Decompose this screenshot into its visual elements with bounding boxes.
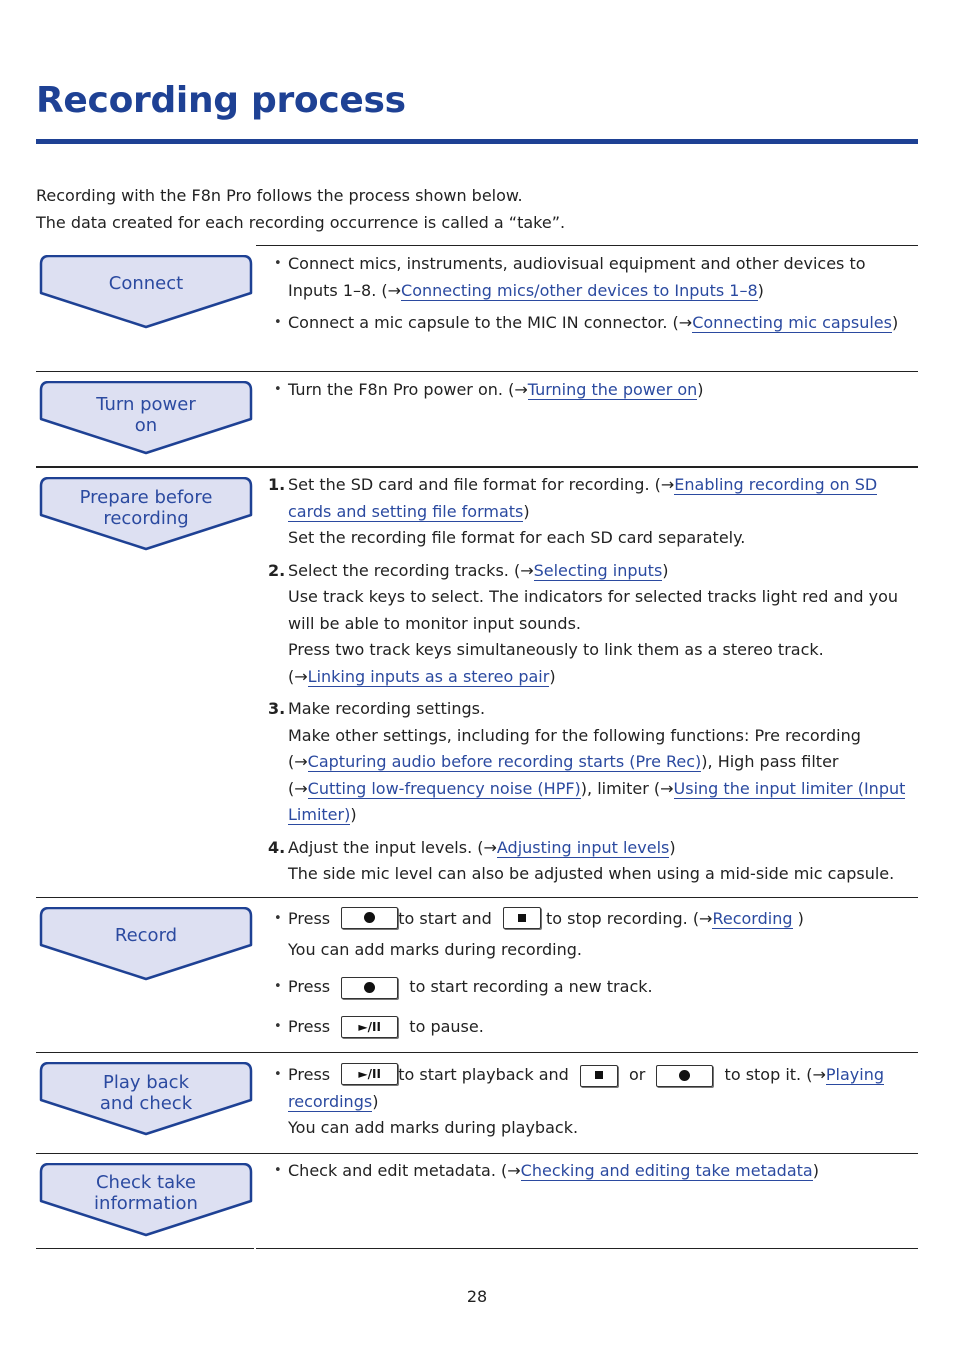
list-item [268, 377, 918, 404]
text: Adjust the input levels. (→ [288, 837, 497, 857]
text: to pause. [409, 1016, 484, 1036]
link-playing-recordings[interactable]: Playing recordings [288, 1065, 884, 1111]
step-note: Set the recording file format for each SD card separately. [288, 528, 746, 547]
section-divider [36, 1052, 918, 1053]
text: ) [669, 837, 676, 857]
text: Select the recording tracks. (→ [288, 560, 534, 580]
numbered-step [268, 835, 918, 888]
list-item [268, 310, 918, 337]
text: Turn the F8n Pro power on. (→ [288, 380, 528, 399]
title-rule [36, 139, 918, 144]
text: Press [288, 1065, 331, 1084]
section-divider [36, 897, 918, 898]
play-pause-icon: ►/II [358, 1020, 381, 1034]
link-take-metadata[interactable]: Checking and editing take metadata [520, 1161, 813, 1180]
badge-label-line: information [94, 1192, 198, 1214]
text: Check and edit metadata. (→ [288, 1161, 521, 1180]
list-item [268, 974, 918, 1001]
record-key [341, 977, 398, 999]
list-item [268, 1158, 918, 1185]
text: ) [891, 313, 899, 332]
text: Make other settings, including for the following functions: Pre recording (→ [288, 725, 861, 771]
step-number: 2. [268, 560, 286, 580]
text: ) [549, 666, 556, 686]
item-note: You can add marks during playback. [288, 1118, 579, 1137]
item-note: You can add marks during recording. [288, 939, 582, 959]
text: ) [697, 380, 704, 399]
link-adjusting-input-levels[interactable]: Adjusting input levels [496, 837, 670, 857]
list-item [268, 1062, 918, 1142]
numbered-step [268, 558, 918, 691]
step-number: 3. [268, 699, 286, 718]
badge-label [39, 395, 253, 436]
badge-label-line: Prepare before [79, 487, 213, 508]
intro-line: Recording with the F8n Pro follows the process shown below. [36, 186, 523, 205]
badge-label-line: Check take [95, 1172, 197, 1193]
section-divider [36, 466, 918, 468]
text: to stop it. (→ [724, 1065, 826, 1084]
section-divider [256, 1248, 918, 1249]
section-content [268, 1158, 918, 1185]
text: ) [350, 805, 357, 824]
link-hpf[interactable]: Cutting low-frequency noise (HPF) [307, 778, 581, 798]
link-recording[interactable]: Recording [712, 909, 793, 928]
link-selecting-inputs[interactable]: Selecting inputs [533, 560, 663, 580]
badge-label-line: on [134, 414, 158, 436]
section-divider [36, 1248, 254, 1249]
text: Press [288, 909, 331, 928]
text: (→ [288, 666, 308, 686]
list-item [268, 1014, 918, 1041]
badge-label-line: Turn power [96, 394, 196, 415]
section-divider [256, 245, 918, 246]
link-connecting-inputs[interactable]: Connecting mics/other devices to Inputs 1–8 [401, 280, 758, 300]
link-enabling-recording-sd[interactable]: Enabling recording on SD cards and setting file formats [288, 475, 878, 521]
badge-label: Connect [108, 273, 184, 294]
play-pause-key [341, 1016, 398, 1038]
badge-label [39, 488, 253, 529]
numbered-step [268, 472, 918, 552]
text: ) [757, 280, 764, 300]
step-note [288, 664, 918, 691]
list-item [268, 906, 918, 963]
text: Connect mics, instruments, audiovisual equipment and other devices to Inputs 1–8. (→ [288, 254, 866, 300]
text: to stop recording. (→ [546, 909, 713, 928]
text: ), High pass filter (→ [288, 752, 839, 798]
numbered-step [268, 696, 918, 829]
badge-label [39, 1173, 253, 1214]
step-note: The side mic level can also be adjusted when using a mid-side mic capsule. [288, 864, 895, 883]
record-key [341, 907, 398, 929]
text: Press [288, 1016, 331, 1036]
link-turning-power-on[interactable]: Turning the power on [527, 380, 698, 399]
stop-key [580, 1065, 618, 1087]
badge-label-line: Play back [102, 1072, 190, 1093]
text: Press [288, 977, 331, 996]
text: ) [523, 501, 530, 521]
text: ), limiter (→ [580, 778, 674, 798]
badge-label-line: and check [99, 1092, 193, 1114]
text: to start recording a new track. [409, 977, 653, 996]
text: ) [662, 560, 669, 580]
step-note [288, 723, 918, 829]
text: ) [372, 1091, 379, 1111]
badge-label-line: recording [103, 507, 189, 529]
step-number: 4. [268, 837, 286, 857]
badge-label [39, 1073, 253, 1114]
play-pause-key [341, 1063, 398, 1085]
badge-label: Record [114, 925, 178, 946]
intro-line: The data created for each recording occurrence is called a “take”. [36, 212, 566, 232]
record-dot-icon [364, 912, 375, 923]
step-note: Press two track keys simultaneously to link them as a stereo track. [288, 640, 824, 659]
page-number: 28 [466, 1287, 488, 1306]
section-content [268, 251, 918, 337]
text: to start playback and [398, 1065, 569, 1084]
section-content [268, 472, 918, 888]
record-dot-icon [679, 1070, 690, 1081]
step-note: Use track keys to select. The indicators for selected tracks light red and you will be able to monitor input sounds. [288, 587, 899, 633]
text: or [628, 1065, 646, 1084]
stop-square-icon [595, 1071, 603, 1079]
stop-square-icon [518, 914, 526, 922]
stop-key [503, 907, 541, 929]
record-dot-icon [364, 982, 375, 993]
link-pre-rec[interactable]: Capturing audio before recording starts (Pre Rec) [307, 752, 702, 771]
text: to start and [398, 909, 492, 928]
text: Make recording settings. [288, 699, 486, 718]
link-connecting-mic-capsules[interactable]: Connecting mic capsules [692, 313, 892, 332]
link-input-limiter[interactable]: Using the input limiter (Input Limiter) [288, 778, 906, 824]
step-number: 1. [268, 475, 286, 494]
text: ) [792, 909, 804, 928]
play-pause-icon: ►/II [358, 1067, 381, 1081]
record-key [656, 1065, 713, 1087]
page-title: Recording process [36, 80, 406, 121]
section-divider [36, 1153, 918, 1154]
section-content [268, 1062, 918, 1142]
text: Set the SD card and file format for recording. (→ [288, 475, 675, 494]
text: Connect a mic capsule to the MIC IN connector. (→ [288, 313, 693, 332]
section-content [268, 906, 918, 1040]
intro [36, 183, 565, 236]
section-divider [36, 371, 918, 372]
link-linking-stereo-pair[interactable]: Linking inputs as a stereo pair [307, 666, 550, 686]
text: ) [812, 1161, 819, 1180]
section-content [268, 377, 918, 404]
list-item [268, 251, 918, 304]
